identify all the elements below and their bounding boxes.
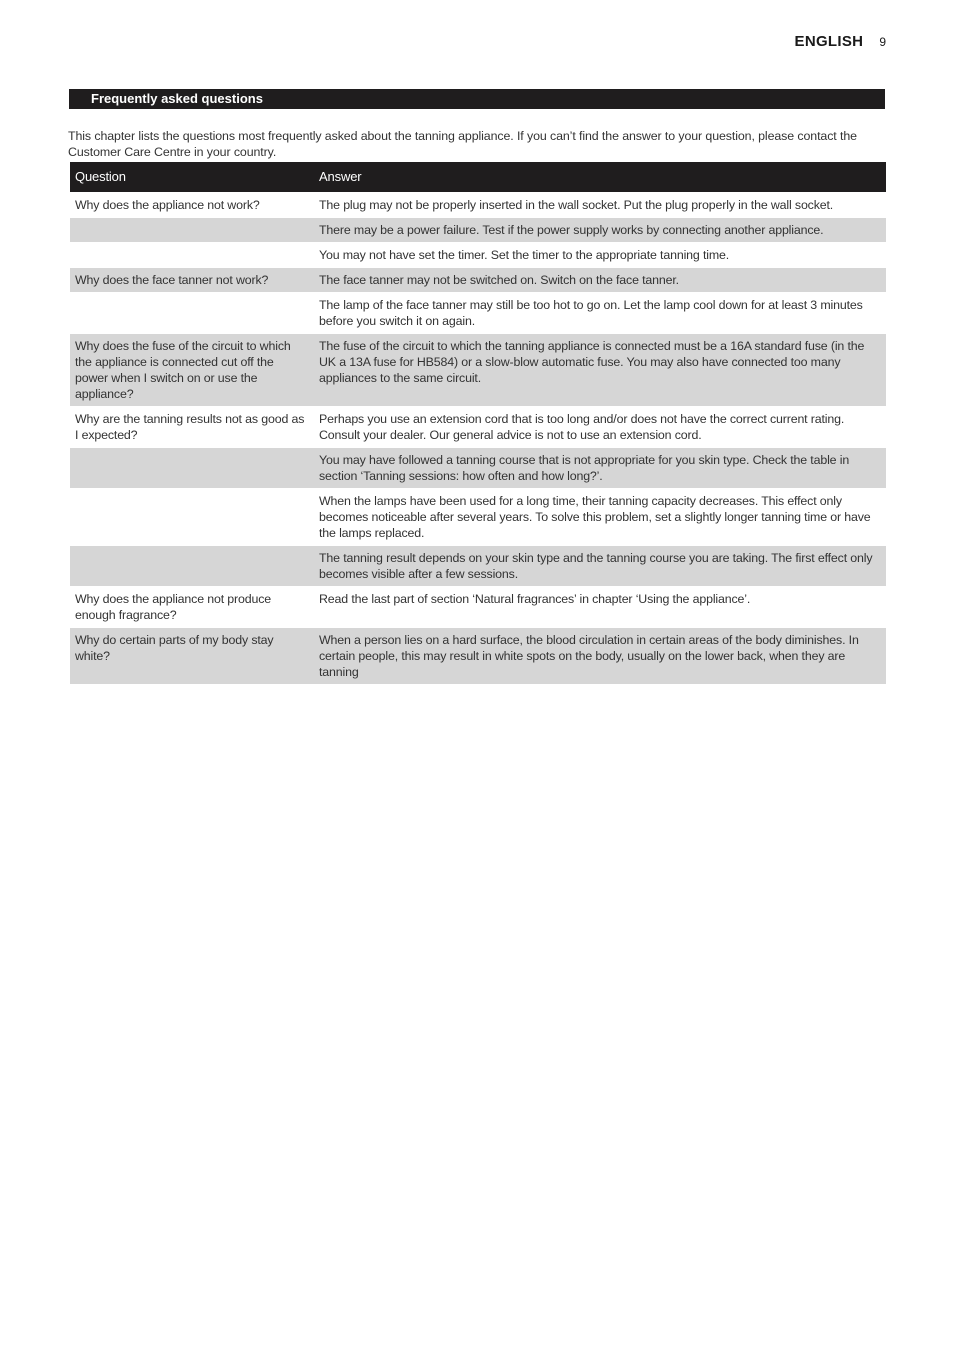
question-cell [70,448,314,489]
table-row [70,293,886,334]
table-row [70,407,886,448]
intro-paragraph: This chapter lists the questions most frequently asked about the tanning appliance. If you can’t find the answer to your question, please contact the Customer Care Centre in your country. [68,129,857,160]
table-row [70,628,886,685]
question-cell: Why do certain parts of my body stay white? [70,628,314,685]
table-header-row [70,162,886,193]
answer-cell: Read the last part of section ‘Natural fragrances’ in chapter ‘Using the appliance’. [314,587,886,628]
answer-cell: The lamp of the face tanner may still be too hot to go on. Let the lamp cool down for at least 3 minutes before you switch it on again. [314,293,886,334]
answer-cell: The fuse of the circuit to which the tanning appliance is connected must be a 16A standard fuse (in the UK a 13A fuse for HB584) or a slow-blow automatic fuse. You may also have connected too many appliances to the same circuit. [314,334,886,407]
section-title: Frequently asked questions [69,89,885,109]
answer-cell: The plug may not be properly inserted in the wall socket. Put the plug properly in the wall socket. [314,193,886,218]
table-row [70,448,886,489]
answer-cell: You may have followed a tanning course that is not appropriate for you skin type. Check the table in section ‘Tanning sessions: how often and how long?’. [314,448,886,489]
question-cell [70,546,314,587]
question-cell [70,293,314,334]
faq-table [70,162,886,684]
answer-cell: There may be a power failure. Test if the power supply works by connecting another appliance. [314,218,886,243]
question-cell: Why does the appliance not produce enough fragrance? [70,587,314,628]
language-label: ENGLISH [794,33,864,50]
column-header-answer: Answer [314,162,886,193]
table-row [70,546,886,587]
question-cell: Why are the tanning results not as good as I expected? [70,407,314,448]
answer-cell: When a person lies on a hard surface, the blood circulation in certain areas of the body diminishes. In certain people, this may result in white spots on the body, usually on the lower back, when they are tanning [314,628,886,685]
question-cell [70,489,314,546]
page-number: 9 [879,35,886,49]
table-row [70,587,886,628]
answer-cell: The tanning result depends on your skin type and the tanning course you are taking. The first effect only becomes visible after a few sessions. [314,546,886,587]
question-cell: Why does the fuse of the circuit to which the appliance is connected cut off the power when I switch on or use the appliance? [70,334,314,407]
answer-cell: The face tanner may not be switched on. Switch on the face tanner. [314,268,886,293]
table-row [70,193,886,218]
column-header-question: Question [70,162,314,193]
table-row [70,334,886,407]
page-header [795,33,886,50]
answer-cell: Perhaps you use an extension cord that is too long and/or does not have the correct current rating. Consult your dealer. Our general advice is not to use an extension cord. [314,407,886,448]
table-row [70,243,886,268]
table-row [70,268,886,293]
table-row [70,489,886,546]
answer-cell: When the lamps have been used for a long time, their tanning capacity decreases. This effect only becomes noticeable after several years. To solve this problem, set a slightly longer tanning time or have the lamps replaced. [314,489,886,546]
question-cell [70,218,314,243]
question-cell: Why does the face tanner not work? [70,268,314,293]
question-cell: Why does the appliance not work? [70,193,314,218]
table-body [70,193,886,685]
table-row [70,218,886,243]
question-cell [70,243,314,268]
answer-cell: You may not have set the timer. Set the timer to the appropriate tanning time. [314,243,886,268]
